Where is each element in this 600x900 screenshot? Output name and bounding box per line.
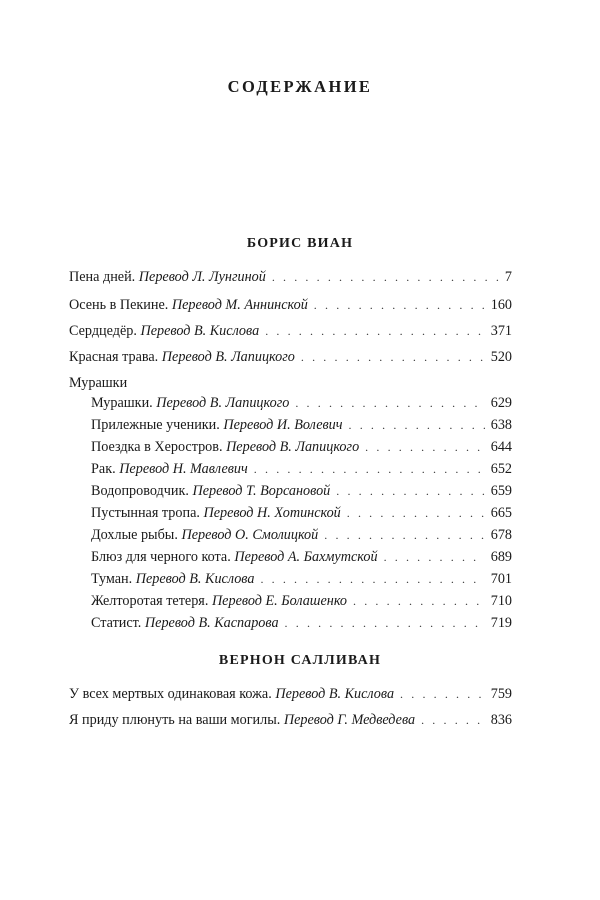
entry-translator: Перевод Н. Хотинской [203,505,341,521]
entry-page: 665 [490,505,512,521]
entry-title: Блюз для черного кота. [91,549,231,565]
leader-dots [365,438,485,456]
leader-dots [254,460,485,478]
leader-dots [285,614,485,632]
entry-translator: Перевод В. Лапицкого [226,439,360,455]
toc-entry[interactable] [69,685,512,703]
entry-translator: Перевод Т. Ворсановой [192,483,331,499]
leader-dots [349,416,485,434]
entry-page: 644 [490,439,512,455]
entry-title: Статист. [91,615,142,631]
toc-entry[interactable] [69,711,512,729]
entry-page: 652 [490,461,512,477]
toc-subentry[interactable] [91,504,512,522]
entry-page: 836 [490,712,512,728]
entry-title: Рак. [91,461,116,477]
entry-page: 689 [490,549,512,565]
entry-translator: Перевод В. Кислова [135,571,255,587]
entry-page: 759 [490,686,512,702]
leader-dots [260,570,484,588]
entry-page: 710 [490,593,512,609]
section-title-vian: БОРИС ВИАН [246,236,354,251]
entry-page: 701 [490,571,512,587]
entry-title: Красная трава. [69,349,159,365]
toc-subentry[interactable] [91,526,512,544]
page-title: СОДЕРЖАНИЕ [227,77,373,96]
toc-entry[interactable] [69,268,512,286]
leader-dots [336,482,484,500]
entry-translator: Перевод М. Аннинской [171,297,308,313]
leader-dots [301,348,485,366]
entry-translator: Перевод Е. Болашенко [211,593,348,609]
entry-title: Пустынная тропа. [91,505,200,521]
toc-subentry[interactable] [91,438,512,456]
toc-subentry[interactable] [91,614,512,632]
toc-subentry[interactable] [91,592,512,610]
toc-entry[interactable] [69,322,512,340]
entry-title: Туман. [91,571,133,587]
leader-dots [265,322,485,340]
entry-translator: Перевод В. Кислова [140,323,260,339]
entry-translator: Перевод А. Бахмутской [234,549,378,565]
entry-translator: Перевод В. Лапицкого [161,349,295,365]
entry-translator: Перевод Г. Медведева [283,712,416,728]
toc-entry[interactable] [69,348,512,366]
entry-page: 371 [490,323,512,339]
entry-title: Я приду плюнуть на ваши могилы. [69,712,281,728]
toc-subentry[interactable] [91,460,512,478]
leader-dots [272,268,499,286]
toc-subentry[interactable] [91,394,512,412]
toc-subentry[interactable] [91,482,512,500]
entry-title: У всех мертвых одинаковая кожа. [69,686,272,702]
entry-translator: Перевод И. Волевич [223,417,343,433]
entry-page: 659 [490,483,512,499]
entry-title: Водопроводчик. [91,483,189,499]
entry-page: 7 [504,269,512,285]
group-label: Мурашки [69,375,128,391]
leader-dots [421,711,485,729]
entry-page: 719 [490,615,512,631]
toc-entry[interactable] [69,296,512,314]
toc-subentry[interactable] [91,548,512,566]
entry-title: Мурашки. [91,395,153,411]
entry-page: 629 [490,395,512,411]
leader-dots [384,548,485,566]
entry-page: 160 [490,297,512,313]
entry-title: Прилежные ученики. [91,417,220,433]
toc-subentry[interactable] [91,416,512,434]
leader-dots [314,296,485,314]
leader-dots [353,592,485,610]
entry-title: Желторотая тетеря. [91,593,209,609]
entry-translator: Перевод О. Смолицкой [181,527,319,543]
entry-title: Поездка в Херостров. [91,439,223,455]
leader-dots [295,394,484,412]
entry-translator: Перевод Н. Мавлевич [119,461,248,477]
entry-translator: Перевод В. Кислова [275,686,395,702]
section-title-sullivan: ВЕРНОН САЛЛИВАН [218,653,382,668]
entry-translator: Перевод В. Лапицкого [156,395,290,411]
entry-page: 520 [490,349,512,365]
entry-page: 678 [490,527,512,543]
entry-title: Пена дней. [69,269,136,285]
entry-title: Осень в Пекине. [69,297,169,313]
entry-title: Сердцедёр. [69,323,137,339]
entry-translator: Перевод В. Каспарова [144,615,279,631]
entry-title: Дохлые рыбы. [91,527,178,543]
entry-page: 638 [490,417,512,433]
leader-dots [324,526,484,544]
leader-dots [347,504,485,522]
leader-dots [400,685,485,703]
entry-translator: Перевод Л. Лунгиной [138,269,266,285]
toc-subentry[interactable] [91,570,512,588]
